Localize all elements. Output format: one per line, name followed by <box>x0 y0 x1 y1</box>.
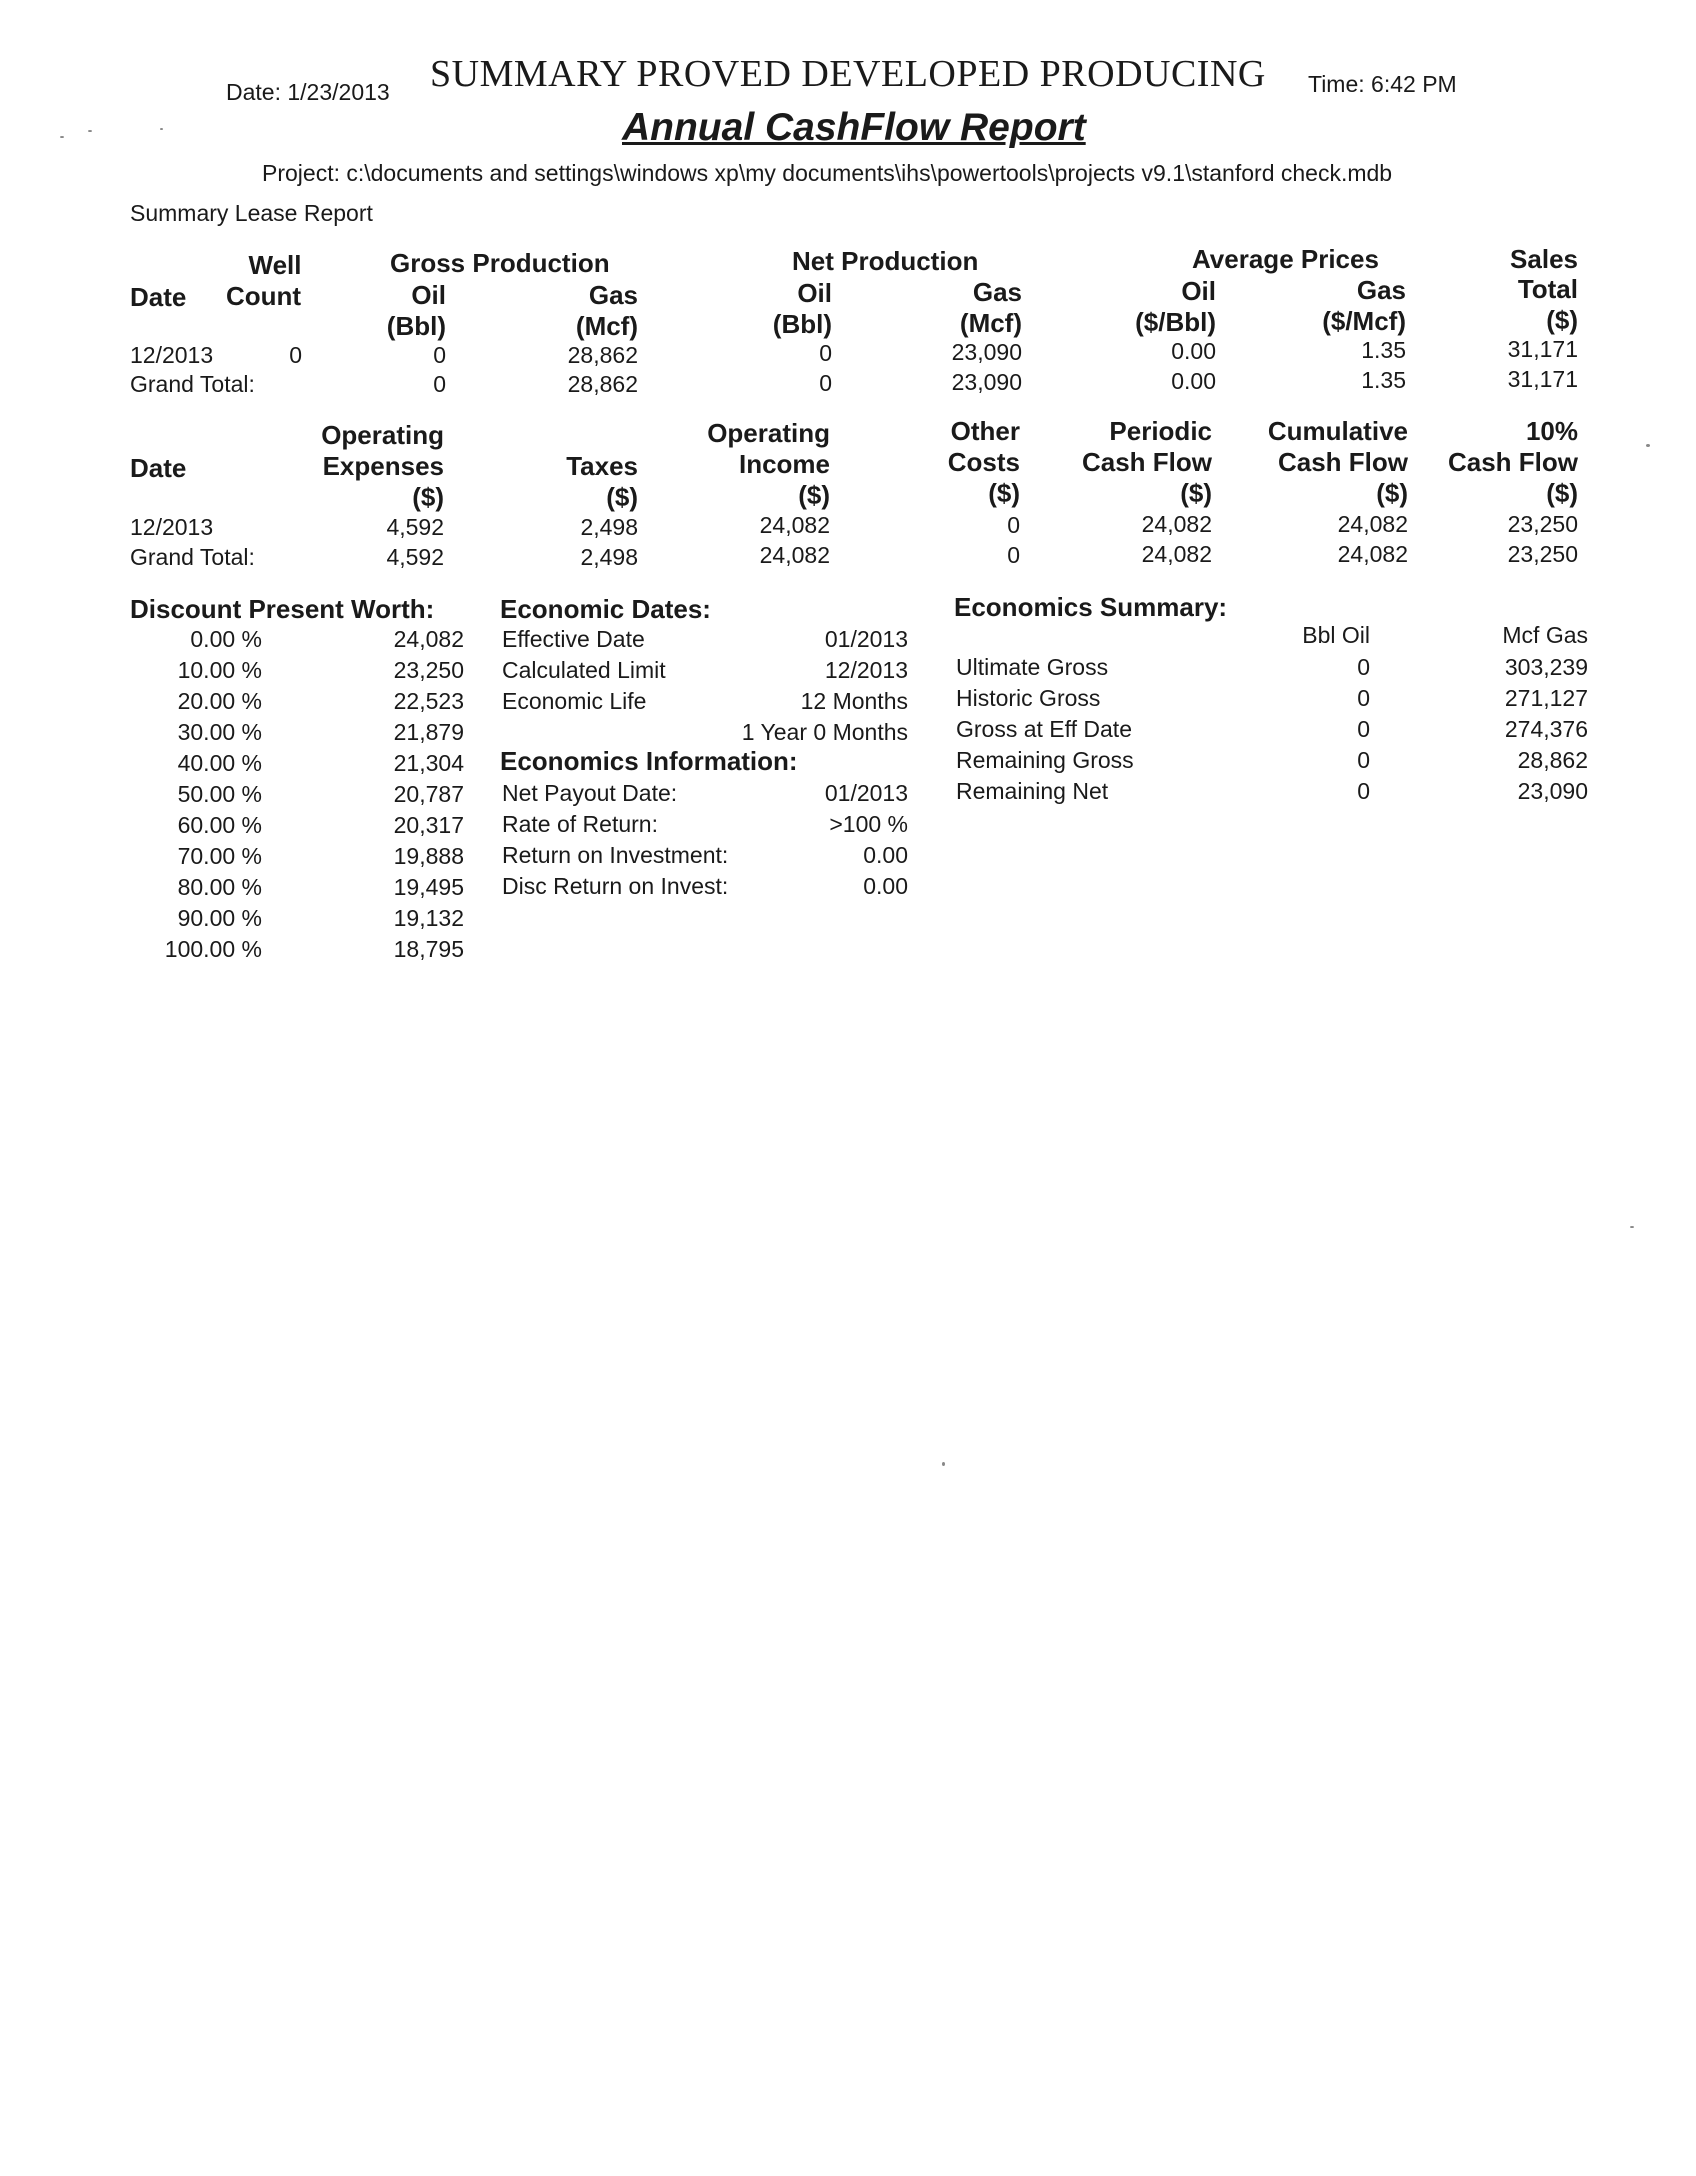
dpw-rate: 10.00 % <box>177 657 262 683</box>
col-gross-gas-unit: (Mcf) <box>575 311 638 341</box>
col-net-oil: Oil <box>797 278 832 308</box>
cell-sales: 31,171 <box>1507 366 1578 392</box>
econ-summary-oil: 0 <box>1357 654 1370 680</box>
cell-opex: 4,592 <box>386 544 444 570</box>
cell-periodic: 24,082 <box>1141 541 1212 567</box>
dpw-rate: 80.00 % <box>177 874 262 900</box>
econ-dates-value: 01/2013 <box>824 626 908 652</box>
dpw-value: 19,495 <box>393 874 464 900</box>
cell-date: 12/2013 <box>130 514 214 540</box>
col-disc-label: 10% <box>1525 416 1578 446</box>
dpw-rate: 100.00 % <box>164 936 262 962</box>
dpw-rate: 20.00 % <box>177 688 262 714</box>
econ-summary-oil: 0 <box>1357 778 1370 804</box>
col-avg-oil-unit: ($/Bbl) <box>1135 307 1216 337</box>
col-net-gas-unit: (Mcf) <box>959 308 1022 338</box>
econ-info-value: >100 % <box>829 811 908 837</box>
col-periodic-label: Periodic <box>1109 416 1212 446</box>
dpw-rate: 30.00 % <box>177 719 262 745</box>
project-path: Project: c:\documents and settings\windows xp\my documents\ihs\powertools\projects v9.1\stanford check.mdb <box>262 160 1393 186</box>
econ-summary-title: Economics Summary: <box>954 592 1228 622</box>
col-other-label-2: Costs <box>947 447 1020 477</box>
dpw-rate: 50.00 % <box>177 781 262 807</box>
col-gross-oil: Oil <box>411 280 446 310</box>
cell-disc: 23,250 <box>1507 541 1578 567</box>
col-opex-label-2: Expenses <box>322 451 444 481</box>
cell-net-oil: 0 <box>819 340 832 366</box>
econ-info-title: Economics Information: <box>500 746 798 776</box>
dpw-value: 21,304 <box>393 750 464 776</box>
time-label: Time: <box>1308 71 1365 97</box>
econ-dates-label: Calculated Limit <box>502 657 666 683</box>
col-date-2: Date <box>130 453 187 483</box>
cell-cum: 24,082 <box>1337 541 1408 567</box>
cell-disc: 23,250 <box>1507 511 1578 537</box>
date-value: 1/23/2013 <box>287 79 390 105</box>
econ-summary-oil: 0 <box>1357 716 1370 742</box>
cell-cum: 24,082 <box>1337 511 1408 537</box>
scan-speck <box>160 128 163 130</box>
econ-info-label: Disc Return on Invest: <box>502 873 729 899</box>
col-gross-gas: Gas <box>588 280 638 310</box>
col-taxes: Taxes <box>566 451 638 481</box>
col-net-oil-unit: (Bbl) <box>772 309 832 339</box>
group-gross-production: Gross Production <box>390 248 610 278</box>
dpw-value: 18,795 <box>393 936 464 962</box>
econ-summary-gas: 23,090 <box>1517 778 1588 804</box>
scan-speck <box>60 136 64 138</box>
econ-info-value: 01/2013 <box>824 780 908 806</box>
cell-avg-gas: 1.35 <box>1361 337 1406 363</box>
econ-summary-gas: 274,376 <box>1504 716 1588 742</box>
col-opinc-label: Operating <box>707 418 830 448</box>
dpw-value: 23,250 <box>393 657 464 683</box>
col-avg-gas: Gas <box>1356 275 1406 305</box>
col-cum-unit: ($) <box>1376 478 1408 508</box>
col-disc-label-2: Cash Flow <box>1447 447 1578 477</box>
col-other-unit: ($) <box>988 478 1020 508</box>
econ-dates-value: 12 Months <box>800 688 908 714</box>
dpw-value: 24,082 <box>393 626 464 652</box>
cell-taxes: 2,498 <box>580 544 638 570</box>
scan-speck <box>1630 1226 1634 1228</box>
cell-gross-gas: 28,862 <box>567 371 638 397</box>
col-opinc-unit: ($) <box>798 480 830 510</box>
cell-opinc: 24,082 <box>759 542 830 568</box>
col-date: Date <box>130 282 187 312</box>
econ-summary-label: Gross at Eff Date <box>956 716 1132 742</box>
col-count: Count <box>226 281 302 311</box>
col-well-label: Well <box>248 250 302 280</box>
date-label: Date: <box>226 79 281 105</box>
econ-info-label: Return on Investment: <box>502 842 729 868</box>
econ-summary-label: Historic Gross <box>956 685 1101 711</box>
cell-avg-oil: 0.00 <box>1171 338 1216 364</box>
cell-other: 0 <box>1007 542 1020 568</box>
col-disc-unit: ($) <box>1546 478 1578 508</box>
cell-date: Grand Total: <box>130 371 255 397</box>
econ-summary-oil: 0 <box>1357 747 1370 773</box>
col-avg-gas-unit: ($/Mcf) <box>1322 306 1406 336</box>
col-periodic-unit: ($) <box>1180 478 1212 508</box>
report-time <box>1308 71 1457 98</box>
dpw-rate: 70.00 % <box>177 843 262 869</box>
group-net-production: Net Production <box>792 246 979 276</box>
dpw-value: 20,317 <box>393 812 464 838</box>
econ-dates-value: 1 Year 0 Months <box>741 719 908 745</box>
dpw-rate: 0.00 % <box>190 626 262 652</box>
col-taxes-unit: ($) <box>606 482 638 512</box>
col-opex-unit: ($) <box>412 482 444 512</box>
cell-periodic: 24,082 <box>1141 511 1212 537</box>
cell-taxes: 2,498 <box>580 514 638 540</box>
col-opex-label: Operating <box>321 420 444 450</box>
econ-info-label: Rate of Return: <box>502 811 658 837</box>
col-sales-unit: ($) <box>1546 305 1578 335</box>
econ-info-value: 0.00 <box>863 873 908 899</box>
econ-summary-col-gas: Mcf Gas <box>1502 622 1588 648</box>
dpw-title: Discount Present Worth: <box>130 594 435 624</box>
econ-info-value: 0.00 <box>863 842 908 868</box>
col-gross-oil-unit: (Bbl) <box>386 311 446 341</box>
cell-opex: 4,592 <box>386 514 444 540</box>
econ-summary-oil: 0 <box>1357 685 1370 711</box>
dpw-value: 20,787 <box>393 781 464 807</box>
econ-dates-value: 12/2013 <box>824 657 908 683</box>
cell-net-gas: 23,090 <box>951 369 1022 395</box>
econ-summary-label: Remaining Gross <box>956 747 1134 773</box>
cell-gross-gas: 28,862 <box>567 342 638 368</box>
dpw-rate: 40.00 % <box>177 750 262 776</box>
dpw-value: 22,523 <box>393 688 464 714</box>
col-sales-total: Total <box>1517 274 1578 304</box>
report-date <box>226 79 390 106</box>
col-other-label: Other <box>950 416 1020 446</box>
dpw-value: 19,888 <box>393 843 464 869</box>
col-periodic-label-2: Cash Flow <box>1081 447 1212 477</box>
econ-info-label: Net Payout Date: <box>502 780 678 806</box>
report-title: SUMMARY PROVED DEVELOPED PRODUCING <box>430 53 1266 95</box>
cell-date: 12/2013 <box>130 342 214 368</box>
dpw-value: 21,879 <box>393 719 464 745</box>
report-subtitle: Annual CashFlow Report <box>622 106 1086 149</box>
cell-opinc: 24,082 <box>759 512 830 538</box>
cell-date: Grand Total: <box>130 544 255 570</box>
cell-avg-gas: 1.35 <box>1361 367 1406 393</box>
group-sales: Sales <box>1510 244 1578 274</box>
col-cum-label: Cumulative <box>1267 416 1408 446</box>
col-cum-label-2: Cash Flow <box>1277 447 1408 477</box>
cell-gross-oil: 0 <box>433 371 446 397</box>
cell-net-oil: 0 <box>819 370 832 396</box>
group-average-prices: Average Prices <box>1192 244 1379 274</box>
cell-avg-oil: 0.00 <box>1171 368 1216 394</box>
col-avg-oil: Oil <box>1181 276 1216 306</box>
report-type: Summary Lease Report <box>130 200 373 226</box>
econ-summary-gas: 271,127 <box>1504 685 1588 711</box>
econ-summary-gas: 28,862 <box>1517 747 1588 773</box>
econ-dates-label: Effective Date <box>502 626 645 652</box>
time-value: 6:42 PM <box>1371 71 1457 97</box>
cell-net-gas: 23,090 <box>951 339 1022 365</box>
econ-summary-label: Ultimate Gross <box>956 654 1109 680</box>
econ-dates-title: Economic Dates: <box>500 594 711 624</box>
dpw-rate: 90.00 % <box>177 905 262 931</box>
col-opinc-label-2: Income <box>738 449 830 479</box>
econ-summary-gas: 303,239 <box>1504 654 1588 680</box>
econ-summary-label: Remaining Net <box>956 778 1109 804</box>
econ-dates-label: Economic Life <box>502 688 647 714</box>
scan-speck <box>942 1462 945 1466</box>
cell-well-count: 0 <box>289 342 302 368</box>
cell-sales: 31,171 <box>1507 336 1578 362</box>
scan-speck <box>1646 444 1650 447</box>
dpw-value: 19,132 <box>393 905 464 931</box>
cell-other: 0 <box>1007 512 1020 538</box>
scan-speck <box>88 130 92 132</box>
econ-summary-col-oil: Bbl Oil <box>1302 622 1370 648</box>
cell-gross-oil: 0 <box>433 342 446 368</box>
dpw-rate: 60.00 % <box>177 812 262 838</box>
col-net-gas: Gas <box>972 277 1022 307</box>
